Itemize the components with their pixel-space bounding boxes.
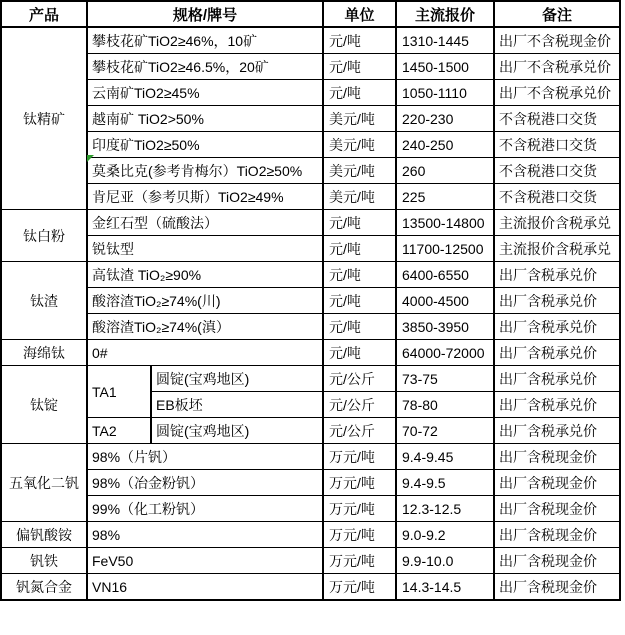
product-cell: 海绵钛 [1, 340, 87, 366]
spec-cell: 印度矿TiO2≥50% [87, 132, 323, 158]
table-row [1, 418, 620, 444]
table-row [1, 184, 620, 210]
product-cell: 钛渣 [1, 262, 87, 340]
unit-cell: 元/公斤 [323, 392, 396, 418]
spec-cell: 肯尼亚（参考贝斯）TiO2≥49% [87, 184, 323, 210]
table-row [1, 27, 620, 54]
grade-cell: TA1 [87, 366, 151, 418]
table-row [1, 470, 620, 496]
table-row [1, 210, 620, 236]
spec-cell: EB板坯 [151, 392, 323, 418]
spec-cell: 金红石型（硫酸法） [87, 210, 323, 236]
price-cell: 4000-4500 [396, 288, 494, 314]
note-cell: 不含税港口交货 [494, 158, 620, 184]
table-row [1, 444, 620, 470]
header-note: 备注 [494, 1, 620, 27]
note-cell: 不含税港口交货 [494, 184, 620, 210]
price-cell: 14.3-14.5 [396, 574, 494, 601]
price-cell: 78-80 [396, 392, 494, 418]
table-row [1, 158, 620, 184]
table-row [1, 106, 620, 132]
header-unit: 单位 [323, 1, 396, 27]
spec-cell: 高钛渣 TiO₂≥90% [87, 262, 323, 288]
table-row [1, 262, 620, 288]
note-cell: 不含税港口交货 [494, 132, 620, 158]
price-cell: 225 [396, 184, 494, 210]
spec-text: 莫桑比克(参考肯梅尔）TiO2≥50% [92, 162, 303, 179]
unit-cell: 万元/吨 [323, 470, 396, 496]
unit-cell: 元/吨 [323, 340, 396, 366]
table-row [1, 340, 620, 366]
table-row [1, 574, 620, 601]
note-cell: 出厂不含税承兑价 [494, 80, 620, 106]
spec-cell: 锐钛型 [87, 236, 323, 262]
unit-cell: 元/吨 [323, 236, 396, 262]
price-cell: 9.0-9.2 [396, 522, 494, 548]
price-cell: 1050-1110 [396, 80, 494, 106]
price-cell: 1310-1445 [396, 27, 494, 54]
spec-cell: 越南矿 TiO2>50% [87, 106, 323, 132]
header-row [1, 1, 620, 27]
note-cell: 出厂含税现金价 [494, 496, 620, 522]
note-cell: 出厂含税现金价 [494, 574, 620, 601]
table-row [1, 366, 620, 392]
product-cell: 钒铁 [1, 548, 87, 574]
unit-cell: 美元/吨 [323, 106, 396, 132]
spec-cell: 云南矿TiO2≥45% [87, 80, 323, 106]
spec-cell: 98% [87, 522, 323, 548]
note-cell: 出厂含税承兑价 [494, 288, 620, 314]
unit-cell: 元/吨 [323, 80, 396, 106]
unit-cell: 元/吨 [323, 314, 396, 340]
table-row [1, 236, 620, 262]
table-row [1, 288, 620, 314]
header-product: 产品 [1, 1, 87, 27]
note-cell: 出厂含税承兑价 [494, 366, 620, 392]
table-row [1, 80, 620, 106]
note-cell: 出厂含税承兑价 [494, 392, 620, 418]
product-cell: 钛锭 [1, 366, 87, 444]
spec-cell: 99%（化工粉钒） [87, 496, 323, 522]
note-cell: 出厂含税现金价 [494, 522, 620, 548]
spec-cell: FeV50 [87, 548, 323, 574]
grade-cell: TA2 [87, 418, 151, 444]
price-cell: 73-75 [396, 366, 494, 392]
price-cell: 11700-12500 [396, 236, 494, 262]
unit-cell: 元/吨 [323, 27, 396, 54]
price-cell: 70-72 [396, 418, 494, 444]
unit-cell: 美元/吨 [323, 158, 396, 184]
unit-cell: 美元/吨 [323, 132, 396, 158]
spec-cell: 98%（片钒） [87, 444, 323, 470]
note-cell: 出厂含税承兑价 [494, 418, 620, 444]
price-cell: 1450-1500 [396, 54, 494, 80]
unit-cell: 万元/吨 [323, 496, 396, 522]
table-row [1, 132, 620, 158]
unit-cell: 元/吨 [323, 262, 396, 288]
price-cell: 64000-72000 [396, 340, 494, 366]
note-cell: 出厂不含税现金价 [494, 27, 620, 54]
price-cell: 6400-6550 [396, 262, 494, 288]
note-cell: 出厂含税承兑价 [494, 314, 620, 340]
price-cell: 12.3-12.5 [396, 496, 494, 522]
header-price: 主流报价 [396, 1, 494, 27]
note-cell: 主流报价含税承兑 [494, 236, 620, 262]
product-cell: 钛精矿 [1, 27, 87, 210]
table-row [1, 548, 620, 574]
spec-cell: 酸溶渣TiO₂≥74%(川) [87, 288, 323, 314]
note-cell: 出厂不含税承兑价 [494, 54, 620, 80]
note-cell: 出厂含税现金价 [494, 444, 620, 470]
table-row [1, 54, 620, 80]
note-cell: 主流报价含税承兑 [494, 210, 620, 236]
spec-cell: 酸溶渣TiO₂≥74%(滇） [87, 314, 323, 340]
product-cell: 钛白粉 [1, 210, 87, 262]
price-cell: 9.4-9.5 [396, 470, 494, 496]
price-cell: 9.9-10.0 [396, 548, 494, 574]
unit-cell: 元/吨 [323, 288, 396, 314]
price-cell: 13500-14800 [396, 210, 494, 236]
note-cell: 出厂含税承兑价 [494, 262, 620, 288]
price-cell: 220-230 [396, 106, 494, 132]
note-cell: 出厂含税现金价 [494, 470, 620, 496]
spec-cell: VN16 [87, 574, 323, 601]
price-cell: 240-250 [396, 132, 494, 158]
product-cell: 五氧化二钒 [1, 444, 87, 522]
table-row [1, 496, 620, 522]
unit-cell: 万元/吨 [323, 444, 396, 470]
header-spec: 规格/牌号 [87, 1, 323, 27]
spec-cell: 攀枝花矿TiO2≥46.5%，20矿 [87, 54, 323, 80]
unit-cell: 万元/吨 [323, 574, 396, 601]
spec-cell: 98%（冶金粉钒） [87, 470, 323, 496]
price-cell: 3850-3950 [396, 314, 494, 340]
note-cell: 出厂含税承兑价 [494, 340, 620, 366]
unit-cell: 万元/吨 [323, 548, 396, 574]
note-cell: 出厂含税现金价 [494, 548, 620, 574]
note-cell: 不含税港口交货 [494, 106, 620, 132]
unit-cell: 元/吨 [323, 54, 396, 80]
spec-cell: 0# [87, 340, 323, 366]
table-row [1, 522, 620, 548]
price-cell: 9.4-9.45 [396, 444, 494, 470]
unit-cell: 元/公斤 [323, 366, 396, 392]
unit-cell: 元/公斤 [323, 418, 396, 444]
spec-cell: 圆锭(宝鸡地区) [151, 418, 323, 444]
table-row [1, 314, 620, 340]
unit-cell: 元/吨 [323, 210, 396, 236]
spec-cell-flagged [87, 158, 323, 184]
spec-cell: 圆锭(宝鸡地区) [151, 366, 323, 392]
spec-cell: 攀枝花矿TiO2≥46%，10矿 [87, 27, 323, 54]
unit-cell: 万元/吨 [323, 522, 396, 548]
unit-cell: 美元/吨 [323, 184, 396, 210]
price-cell: 260 [396, 158, 494, 184]
product-cell: 偏钒酸铵 [1, 522, 87, 548]
product-cell: 钒氮合金 [1, 574, 87, 601]
